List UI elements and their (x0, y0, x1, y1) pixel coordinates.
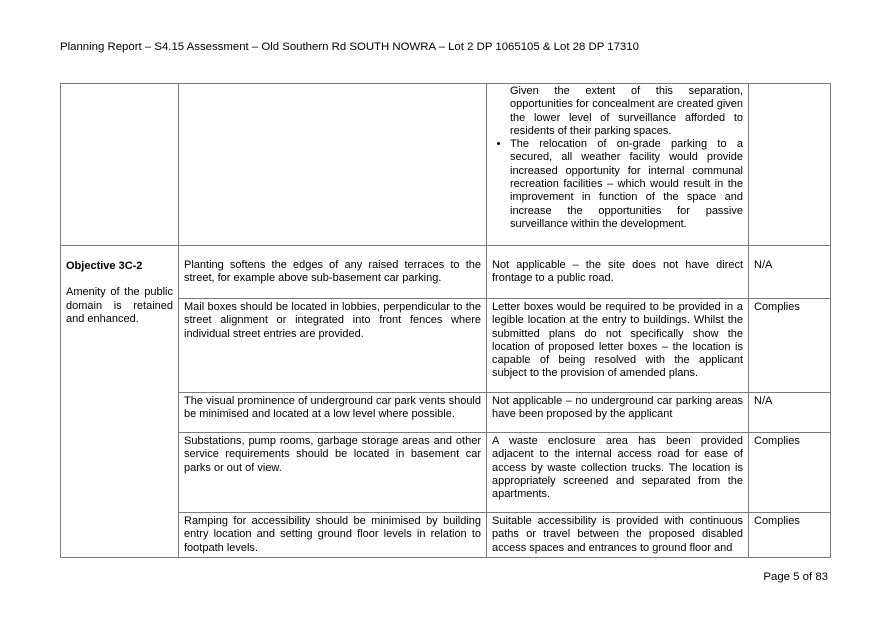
objective-description: Amenity of the public domain is retained and enhanced. (66, 286, 173, 325)
bullet-list (492, 138, 743, 231)
comment-cell: Letter boxes would be required to be provided in a legible location at the entry to buildings. Whilst the submitted plans do not specifically show the location of proposed letter boxes – the location is capable of being resolved with the applicant subject to the provision of amended plans. (487, 299, 749, 393)
status-cell-empty (749, 84, 831, 246)
table-row (61, 246, 831, 299)
comment-cell: A waste enclosure area has been provided adjacent to the internal access road for ease of access by waste collection trucks. The location is appropriately screened and separated from the apartments. (487, 433, 749, 513)
objective-title: Objective 3C-2 (66, 260, 143, 272)
status-cell: N/A (749, 246, 831, 299)
comment-cell: Not applicable – no underground car parking areas have been proposed by the applicant (487, 393, 749, 433)
criteria-cell: Ramping for accessibility should be minimised by building entry location and setting ground floor levels in relation to footpath levels. (179, 513, 487, 558)
status-cell: Complies (749, 299, 831, 393)
table-row-continuation (61, 84, 831, 246)
objective-cell-empty (61, 84, 179, 246)
objective-cell (61, 246, 179, 558)
page-header-title: Planning Report – S4.15 Assessment – Old Southern Rd SOUTH NOWRA – Lot 2 DP 1065105 & Lot 28 DP 17310 (60, 41, 639, 53)
status-cell: Complies (749, 433, 831, 513)
comment-cell-continuation (487, 84, 749, 246)
status-cell: Complies (749, 513, 831, 558)
continuation-text: Given the extent of this separation, opportunities for concealment are created given the lower level of surveillance afforded to residents of their parking spaces. (510, 85, 743, 137)
criteria-cell: The visual prominence of underground car park vents should be minimised and located at a low level where possible. (179, 393, 487, 433)
page-number: Page 5 of 83 (763, 571, 828, 583)
status-cell: N/A (749, 393, 831, 433)
bullet-item: • The relocation of on-grade parking to a secured, all weather facility would provide increased opportunity for internal communal recreation facilities – which would result in the improvement in function of the space and increase the opportunities for passive surveillance within the development. (510, 138, 743, 231)
criteria-cell-empty (179, 84, 487, 246)
criteria-cell: Substations, pump rooms, garbage storage areas and other service requirements should be located in basement car parks or out of view. (179, 433, 487, 513)
criteria-cell: Mail boxes should be located in lobbies, perpendicular to the street alignment or integrated into front fences where individual street entries are provided. (179, 299, 487, 393)
comment-cell: Suitable accessibility is provided with continuous paths or travel between the proposed disabled access spaces and entrances to ground floor and (487, 513, 749, 558)
criteria-cell: Planting softens the edges of any raised terraces to the street, for example above sub-basement car parking. (179, 246, 487, 299)
assessment-table (60, 83, 831, 558)
comment-cell: Not applicable – the site does not have direct frontage to a public road. (487, 246, 749, 299)
